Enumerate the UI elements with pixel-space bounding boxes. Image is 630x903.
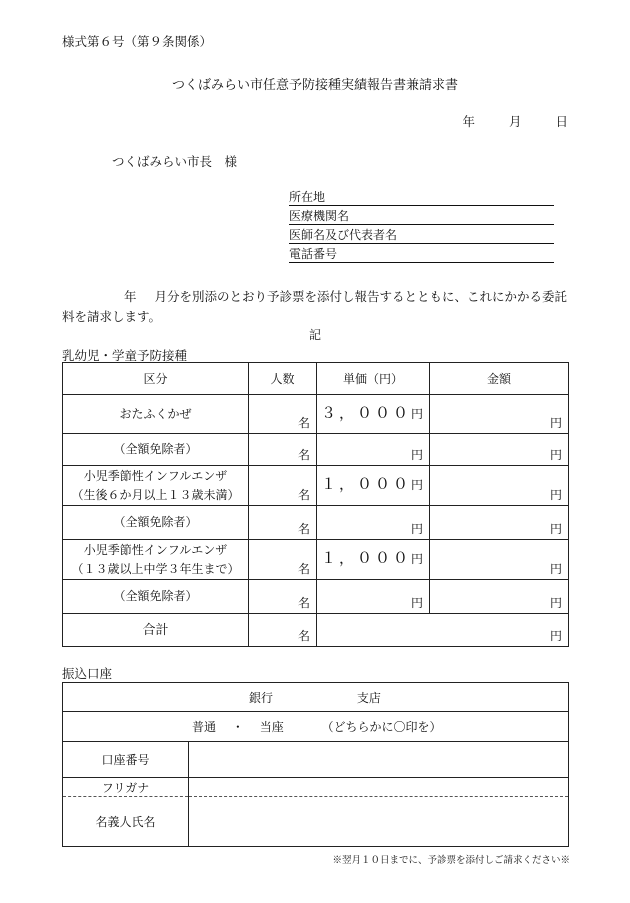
price-cell[interactable] (317, 580, 430, 614)
unit-person: 名 (297, 629, 310, 643)
representative-field[interactable] (289, 228, 554, 244)
furigana-input[interactable] (189, 778, 569, 797)
account-type-row (63, 712, 569, 742)
category-line2: （生後６か月以上１３歳未満） (71, 487, 240, 502)
price-value: １，０００ (320, 549, 411, 567)
statement-year-label: 年 (124, 289, 137, 304)
phone-label: 電話番号 (289, 247, 338, 261)
category-cell (63, 580, 249, 614)
date-month-label: 月 (508, 114, 522, 129)
amount-cell[interactable] (430, 540, 569, 580)
price-value-wrap (321, 402, 423, 423)
unit-person: 名 (297, 596, 310, 610)
price-value-wrap (321, 473, 423, 494)
institution-label: 医療機関名 (289, 209, 350, 223)
category-line2: （１３歳以上中学３年生まで） (71, 561, 240, 576)
unit-person: 名 (297, 448, 310, 462)
institution-field[interactable] (289, 209, 554, 225)
category-line1: （全額免除者） (113, 515, 198, 529)
address-field[interactable] (289, 190, 554, 206)
holder-row (63, 797, 569, 847)
amount-unit-yen: 円 (549, 629, 562, 643)
total-count-cell[interactable] (249, 614, 317, 647)
account-number-input[interactable] (189, 742, 569, 778)
date-day-label: 日 (555, 114, 568, 129)
table-row (63, 395, 569, 434)
account-number-label-cell (63, 742, 189, 778)
table-row (63, 466, 569, 506)
statement-text (62, 287, 568, 327)
amount-cell[interactable] (430, 580, 569, 614)
count-cell[interactable] (249, 580, 317, 614)
price-value: １，０００ (320, 475, 411, 493)
holder-input[interactable] (189, 797, 569, 847)
price-unit-yen: 円 (410, 552, 423, 566)
vaccination-section-title: 乳幼児・学童予防接種 (62, 348, 188, 363)
address-label: 所在地 (289, 190, 326, 204)
representative-label: 医師名及び代表者名 (289, 228, 398, 242)
account-type-dot: ・ (231, 720, 244, 734)
header-count: 人数 (249, 363, 317, 395)
header-unit-price: 単価（円） (317, 363, 430, 395)
count-cell[interactable] (249, 434, 317, 466)
category-line1: おたふくかぜ (119, 406, 192, 421)
price-value-wrap (321, 547, 423, 568)
date-line (440, 112, 568, 130)
bank-label: 銀行 (249, 690, 274, 705)
price-cell (317, 395, 430, 434)
price-unit-yen: 円 (410, 448, 423, 462)
count-cell[interactable] (249, 540, 317, 580)
branch-label: 支店 (356, 690, 381, 705)
amount-unit-yen: 円 (549, 522, 562, 536)
table-row (63, 580, 569, 614)
bank-branch-cell[interactable] (63, 683, 569, 712)
table-row (63, 434, 569, 466)
unit-person: 名 (297, 562, 310, 576)
account-type-cell[interactable] (63, 712, 569, 742)
addressee: つくばみらい市長 様 (112, 154, 238, 169)
header-amount: 金額 (430, 363, 569, 395)
amount-cell[interactable] (430, 434, 569, 466)
price-unit-yen: 円 (410, 522, 423, 536)
holder-label-cell (63, 797, 189, 847)
table-row (63, 540, 569, 580)
price-cell[interactable] (317, 506, 430, 540)
footer-note: ※翌月１０日までに、予診票を添付しご請求ください※ (332, 855, 570, 866)
statement-body: 月分を別添のとおり予診票を添付し報告するとともに、これにかかる委託料を請求します。 (62, 289, 568, 324)
category-cell (63, 540, 249, 580)
total-label-cell (63, 614, 249, 647)
category-line1: （全額免除者） (113, 589, 198, 603)
category-line1: （全額免除者） (113, 442, 198, 456)
bank-table (62, 682, 569, 847)
total-row (63, 614, 569, 647)
account-type-current[interactable]: 当座 (259, 720, 284, 734)
furigana-label: フリガナ (101, 780, 150, 795)
document-title: つくばみらい市任意予防接種実績報告書兼請求書 (171, 78, 458, 93)
account-type-note: （どちらかに〇印を） (321, 720, 442, 734)
unit-person: 名 (297, 416, 310, 430)
account-number-row (63, 742, 569, 778)
category-line1: 小児季節性インフルエンザ (83, 542, 228, 557)
date-year-label: 年 (462, 114, 475, 129)
category-cell (63, 434, 249, 466)
furigana-label-cell (63, 778, 189, 797)
bank-row (63, 683, 569, 712)
amount-cell[interactable] (430, 506, 569, 540)
amount-unit-yen: 円 (549, 562, 562, 576)
vaccination-table (62, 362, 569, 647)
amount-cell[interactable] (430, 395, 569, 434)
category-cell (63, 466, 249, 506)
total-amount-cell[interactable] (317, 614, 569, 647)
amount-unit-yen: 円 (549, 416, 562, 430)
account-number-label: 口座番号 (101, 753, 150, 767)
header-category: 区分 (63, 363, 249, 395)
price-unit-yen: 円 (410, 596, 423, 610)
price-cell (317, 540, 430, 580)
price-cell (317, 466, 430, 506)
price-cell[interactable] (317, 434, 430, 466)
holder-label: 名義人氏名 (95, 815, 156, 829)
category-line1: 小児季節性インフルエンザ (83, 468, 228, 483)
price-value: ３，０００ (320, 404, 411, 422)
count-cell[interactable] (249, 506, 317, 540)
price-unit-yen: 円 (410, 478, 423, 492)
amount-unit-yen: 円 (549, 448, 562, 462)
form-number: 様式第６号（第９条関係） (62, 34, 213, 49)
count-cell[interactable] (249, 466, 317, 506)
phone-field[interactable] (289, 247, 554, 263)
table-row (63, 506, 569, 540)
unit-person: 名 (297, 488, 310, 502)
furigana-row (63, 778, 569, 797)
unit-person: 名 (297, 522, 310, 536)
account-type-normal[interactable]: 普通 (192, 720, 217, 734)
bank-section-title: 振込口座 (62, 666, 113, 681)
ki-marker: 記 (308, 328, 321, 342)
table-header-row (63, 363, 569, 395)
total-label: 合計 (142, 622, 169, 638)
amount-unit-yen: 円 (549, 596, 562, 610)
price-unit-yen: 円 (410, 407, 423, 421)
category-cell (63, 506, 249, 540)
count-cell[interactable] (249, 395, 317, 434)
amount-cell[interactable] (430, 466, 569, 506)
amount-unit-yen: 円 (549, 488, 562, 502)
category-cell (63, 395, 249, 434)
